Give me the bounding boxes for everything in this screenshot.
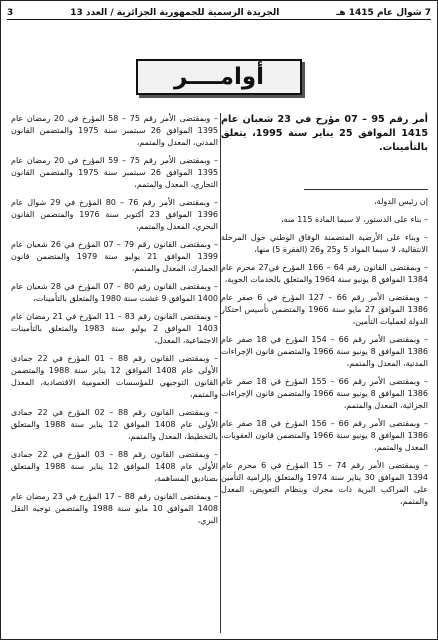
header-date: 7 شوال عام 1415 هـ [336, 7, 431, 18]
visa-paragraph: – وبمقتضى القانون رقم 88 – 17 المؤرخ في 23 رمضان عام 1408 الموافق 10 مايو سنة 1988 والمتضمن توجيه النقل البري، [11, 492, 218, 525]
visa-paragraph: – وبمقتضى القانون رقم 80 – 07 المؤرخ في 28 شعبان عام 1400 الموافق 9 غشت سنة 1980 والمتعلق بالتأمينات، [11, 282, 218, 303]
visa-paragraph: – وبناء على الأرضية المتضمنة الوفاق الوطني حول المرحلة الانتقالية، لا سيما المواد 5 و25 و26 (الفقرة 5) منها، [221, 233, 428, 254]
visa-paragraph: – وبمقتضى الأمر رقم 66 – 156 المؤرخ في 18 صفر عام 1386 الموافق 8 يونيو سنة 1966 والمتضمن قانون العقوبات، المعدل والمتمم، [221, 419, 428, 452]
visa-paragraph: – وبمقتضى الأمر رقم 74 – 15 المؤرخ في 6 محرم عام 1394 الموافق 30 يناير سنة 1974 والمتعلق بإلزامية التأمين على المراكب البرية ذات محرك وبنظام التعويض، المعدل والمتمم، [221, 461, 428, 506]
visa-paragraph: – وبمقتضى القانون رقم 88 – 01 المؤرخ في 22 جمادى الأولى عام 1408 الموافق 12 يناير سنة 1988 والمتضمن القانون التوجيهي للمؤسسات العمومية الاقتصادية، المعدل والمتمم، [11, 354, 218, 399]
visa-paragraph: – وبمقتضى الأمر رقم 76 – 80 المؤرخ في 29 شوال عام 1396 الموافق 23 أكتوبر سنة 1976 والمتضمن القانون البحري، المعدل والمتمم، [11, 198, 218, 231]
visa-paragraph: – وبمقتضى الأمر رقم 75 – 59 المؤرخ في 20 رمضان عام 1395 الموافق 26 سبتمبر سنة 1975 والمتضمن القانون التجاري، المعدل والمتمم، [11, 156, 218, 189]
left-column [11, 113, 218, 533]
right-column [221, 113, 428, 514]
visa-paragraph: – وبمقتضى الأمر رقم 66 – 155 المؤرخ في 18 صفر عام 1386 الموافق 8 يونيو سنة 1966 والمتضمن قانون الإجراءات الجزائية، المعدل والمتمم، [221, 377, 428, 410]
visa-paragraph: – بناء على الدستور، لا سيما المادة 115 منه، [281, 215, 428, 224]
visa-paragraph: – وبمقتضى القانون رقم 88 – 02 المؤرخ في 22 جمادى الأولى عام 1408 الموافق 12 يناير سنة 1988 والمتعلق بالتخطيط، المعدل والمتمم، [11, 408, 218, 441]
column-divider [220, 113, 221, 633]
ordinance-heading: أمر رقم 95 – 07 مؤرخ في 23 شعبان عام 1415 الموافق 25 يناير سنة 1995، يتعلق بالتأمينات. [221, 114, 428, 153]
visa-paragraph: – وبمقتضى الأمر رقم 75 – 58 المؤرخ في 20 رمضان عام 1395 الموافق 26 سبتمبر سنة 1975 والمتضمن القانون المدني، المعدل والمتمم، [11, 114, 218, 147]
visa-paragraph: – وبمقتضى القانون رقم 64 – 166 المؤرخ في27 محرم عام 1384 الموافق 8 يونيو سنة 1964 والمتعلق بالخدمات الجوية، [221, 263, 428, 284]
visa-paragraph: – وبمقتضى القانون رقم 79 – 07 المؤرخ في 26 شعبان عام 1399 الموافق 21 يوليو سنة 1979 والمتضمن قانون الجمارك، المعدل والمتمم، [11, 240, 218, 273]
visa-paragraph: – وبمقتضى القانون رقم 83 – 11 المؤرخ في 21 رمضان عام 1403 الموافق 2 يوليو سنة 1983 والمتعلق بالتأمينات الاجتماعية، المعدل، [11, 312, 218, 345]
page-number: 3 [7, 7, 14, 18]
visa-paragraph: – وبمقتضى الأمر رقم 66 – 127 المؤرخ في 6 صفر عام 1386 الموافق 27 مايو سنة 1966 والمتضمن تأسيس احتكار الدولة لعمليات التأمين، [221, 293, 428, 326]
heading-separator [304, 189, 428, 190]
section-title: أوامــــر [173, 64, 265, 90]
journal-title: الجريدة الرسمية للجمهورية الجزائرية / العدد 13 [70, 7, 280, 18]
ordinance-intro: إن رئيس الدولة، [374, 197, 428, 206]
visa-paragraph: – وبمقتضى القانون رقم 88 – 03 المؤرخ في 22 جمادى الأولى عام 1408 الموافق 12 يناير سنة 1988 والمتعلق بصناديق المساهمة، [11, 450, 218, 483]
running-header [7, 6, 431, 20]
visa-paragraph: – وبمقتضى الأمر رقم 66 – 154 المؤرخ في 18 صفر عام 1386 الموافق 8 يونيو سنة 1966 والمتضمن قانون الإجراءات المدنية، المعدل والمتمم، [221, 335, 428, 368]
section-banner [136, 59, 302, 95]
